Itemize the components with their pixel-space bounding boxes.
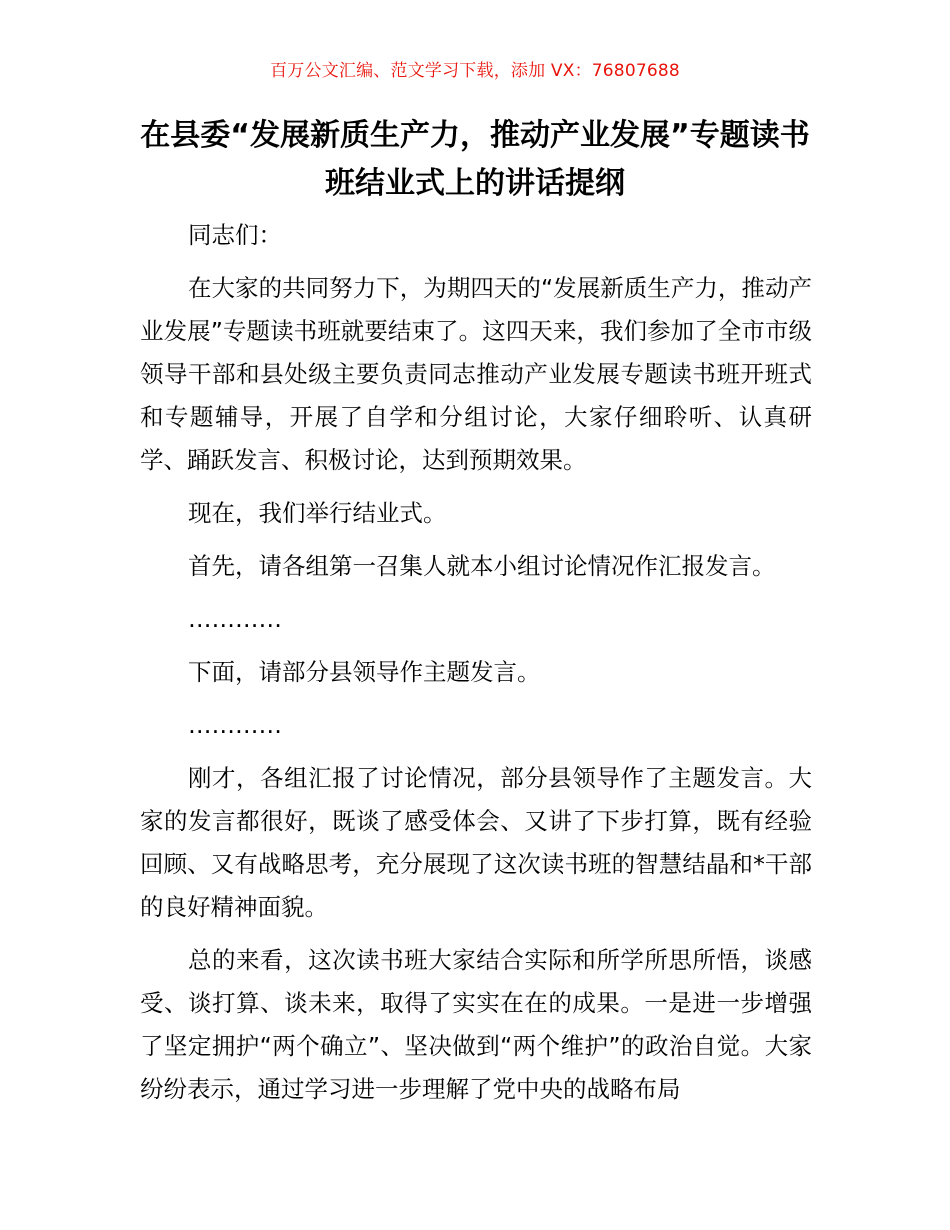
paragraph: 首先，请各组第一召集人就本小组讨论情况作汇报发言。 bbox=[188, 552, 776, 580]
ellipsis-placeholder: ………… bbox=[188, 711, 282, 739]
paragraph: 现在，我们举行结业式。 bbox=[188, 499, 447, 527]
paragraph: 总的来看，这次读书班大家结合实际和所学所思所悟，谈感受、谈打算、谈未来，取得了实实在在的成果。一是进一步增强了坚定拥护“两个确立”、坚决做到“两个维护”的政治自觉。大家纷纷表示，通过学习进一步理解了党中央的战略布局 bbox=[140, 946, 812, 1103]
document-title: 在县委“发展新质生产力，推动产业发展”专题读书班结业式上的讲话提纲 bbox=[140, 118, 810, 201]
paragraph: 刚才，各组汇报了讨论情况，部分县领导作了主题发言。大家的发言都很好，既谈了感受体会、又讲了下步打算，既有经验回顾、又有战略思考，充分展现了这次读书班的智慧结晶和*干部的良好精神面貌。 bbox=[140, 764, 812, 921]
paragraph-salutation: 同志们： bbox=[188, 221, 282, 249]
document-body bbox=[140, 214, 812, 1121]
paragraph: 在大家的共同努力下，为期四天的“发展新质生产力，推动产业发展”专题读书班就要结束了。这四天来，我们参加了全市市级领导干部和县处级主要负责同志推动产业发展专题读书班开班式和专题辅导，开展了自学和分组讨论，大家仔细聆听、认真研学、踊跃发言、积极讨论，达到预期效果。 bbox=[140, 274, 812, 474]
ellipsis-placeholder: ………… bbox=[188, 605, 282, 633]
header-watermark: 百万公文汇编、范文学习下载，添加 VX：76807688 bbox=[270, 61, 680, 81]
paragraph: 下面，请部分县领导作主题发言。 bbox=[188, 658, 541, 686]
